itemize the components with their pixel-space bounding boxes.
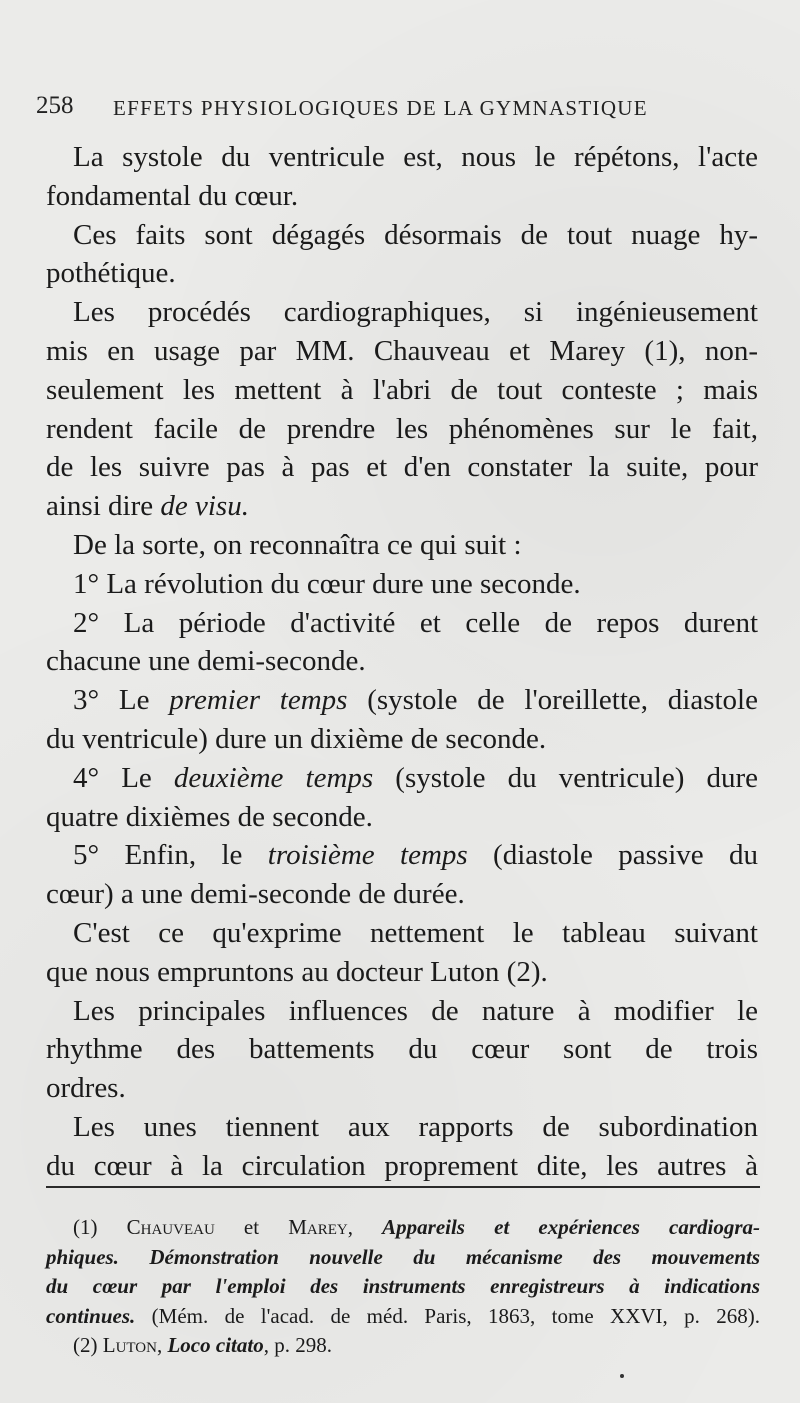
italic-phrase: troisième temps — [267, 839, 468, 872]
text-line: rhythme des battements du cœur sont de trois — [46, 1033, 758, 1066]
text-run: 4° Le — [73, 761, 174, 794]
text-line: quatre dixièmes de seconde. — [46, 800, 373, 833]
footnote-number: (2) — [73, 1333, 103, 1357]
list-item: 2° La période d'activité et celle de repos durent — [73, 606, 758, 639]
text-run: , — [156, 1333, 168, 1357]
footnote-title: du cœur par l'emploi des instruments enregistreurs à indications — [46, 1274, 760, 1298]
footnote-line — [46, 1243, 760, 1273]
text-run: (diastole passive du — [467, 839, 758, 872]
footnote-title: Loco citato — [167, 1333, 264, 1357]
text-line: Les procédés cardiographiques, si ingénieusement — [73, 296, 758, 329]
text-run: (systole du ventricule) dure — [373, 761, 758, 794]
text-line — [46, 487, 758, 526]
ink-speck — [620, 1374, 624, 1378]
footnote-number: (1) — [73, 1215, 127, 1239]
footnote-author: Chauveau — [126, 1215, 215, 1239]
list-item — [46, 681, 758, 720]
text-run: (systole de l'oreillette, diastole — [347, 684, 758, 717]
list-item — [46, 759, 758, 798]
footnote-author: Marey — [288, 1215, 348, 1239]
text-line: Les unes tiennent aux rapports de subordination — [73, 1110, 758, 1143]
footnote-title: Appareils et expériences cardiogra- — [382, 1215, 761, 1239]
text-run: 3° Le — [73, 684, 170, 717]
footnote-author: Luton — [102, 1333, 157, 1357]
text-line: du ventricule) dure un dixième de seconde. — [46, 722, 547, 755]
footnote-line — [46, 1272, 760, 1302]
text-run: , — [347, 1215, 383, 1239]
footnote-citation: (Mém. de l'acad. de méd. Paris, 1863, tome XXVI, p. 268). — [135, 1303, 760, 1328]
text-line: cœur) a une demi-seconde de durée. — [46, 878, 465, 911]
text-line: chacune une demi-seconde. — [46, 645, 366, 678]
footnote-1 — [46, 1213, 760, 1243]
footnote-title: phiques. Démonstration nouvelle du mécanisme des mouvements — [46, 1244, 760, 1269]
text-line: rendent facile de prendre les phénomènes sur le fait, — [46, 412, 758, 445]
footnote-2 — [46, 1331, 760, 1361]
text-line: fondamental du cœur. — [46, 179, 299, 212]
text-line: du cœur à la circulation proprement dite, les autres à — [46, 1149, 758, 1182]
page-number: 258 — [36, 92, 74, 119]
body-text — [46, 138, 758, 1186]
footnote-citation: , p. 298. — [263, 1333, 332, 1357]
text-run: ainsi dire — [46, 490, 161, 523]
running-title: EFFETS PHYSIOLOGIQUES DE LA GYMNASTIQUE — [113, 96, 648, 120]
text-line: C'est ce qu'exprime nettement le tableau suivant — [73, 916, 758, 949]
text-run: 5° Enfin, le — [73, 839, 268, 872]
footnote-divider — [46, 1186, 760, 1188]
text-run: et — [214, 1215, 289, 1239]
text-line: Les principales influences de nature à modifier le — [73, 994, 758, 1027]
text-line: de les suivre pas à pas et d'en constater la suite, pour — [46, 451, 758, 484]
italic-phrase: de visu. — [160, 490, 249, 523]
text-line: mis en usage par MM. Chauveau et Marey (1), non- — [46, 334, 758, 367]
running-head — [36, 92, 758, 124]
footnote-line — [46, 1302, 760, 1332]
italic-phrase: deuxième temps — [173, 761, 374, 794]
text-line: De la sorte, on reconnaîtra ce qui suit : — [73, 528, 522, 561]
list-item: 1° La révolution du cœur dure une seconde. — [73, 567, 581, 600]
text-line: que nous empruntons au docteur Luton (2). — [46, 955, 548, 988]
text-line: pothétique. — [46, 257, 176, 290]
text-line: La systole du ventricule est, nous le répétons, l'acte — [73, 141, 758, 173]
footnotes — [46, 1213, 760, 1361]
text-line: ordres. — [46, 1072, 126, 1105]
text-line: Ces faits sont dégagés désormais de tout nuage hy- — [73, 218, 758, 251]
italic-phrase: premier temps — [169, 684, 348, 717]
footnote-title: continues. — [46, 1303, 136, 1328]
text-line: seulement les mettent à l'abri de tout conteste ; mais — [46, 373, 758, 406]
list-item — [46, 836, 758, 875]
